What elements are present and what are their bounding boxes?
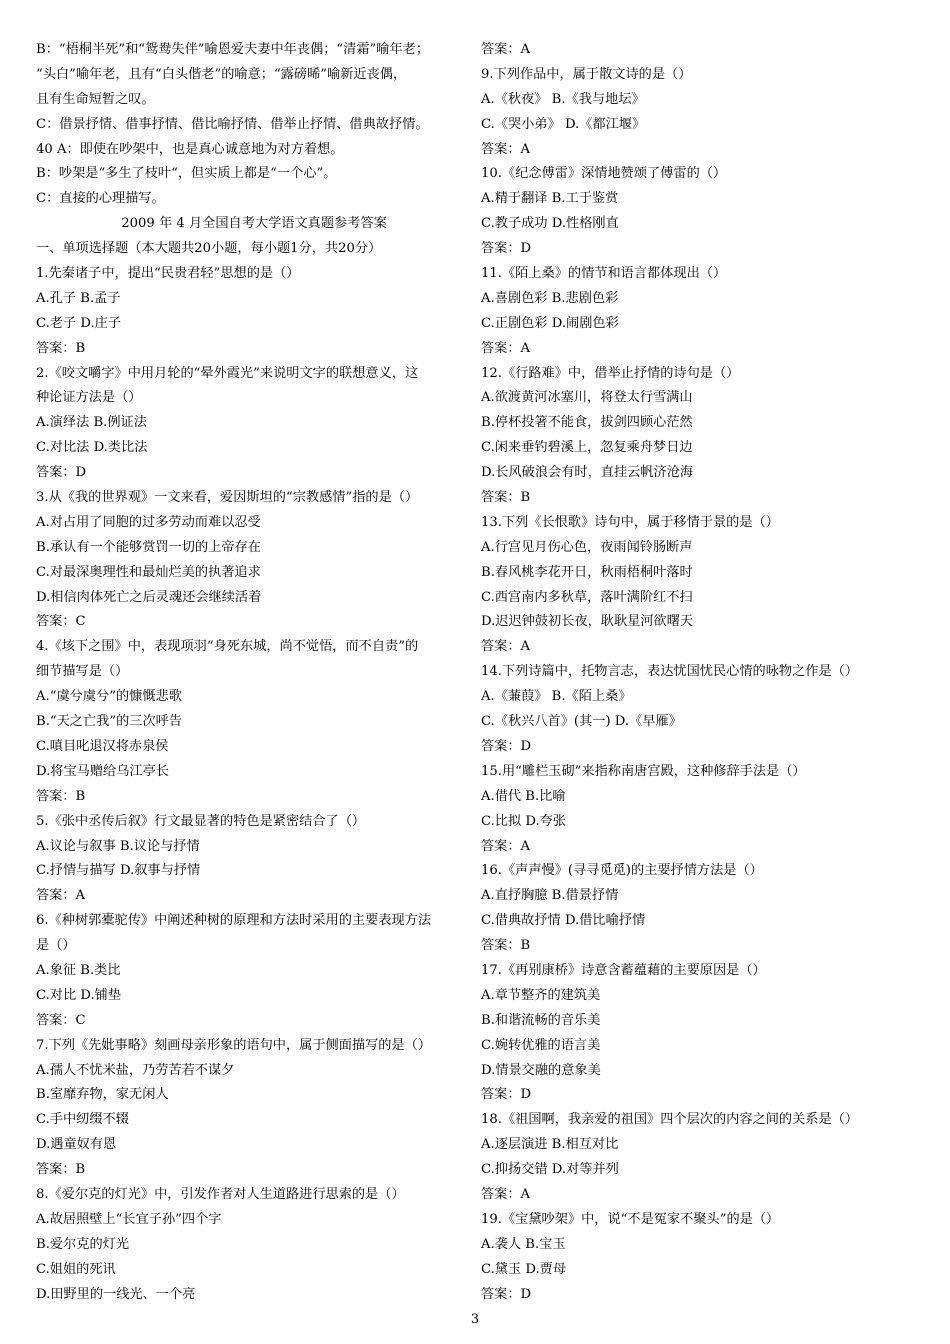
text-line: 9.下列作品中，属于散文诗的是（） (481, 66, 692, 82)
text-line: D.将宝马赠给乌江亭长 (36, 763, 169, 779)
text-line: C.《秋兴八首》(其一) D.《早雁》 (481, 714, 682, 730)
text-line: 12.《行路难》中，借举止抒情的诗句是（） (481, 365, 740, 381)
text-line: A.欲渡黄河冰塞川，将登太行雪满山 (481, 390, 693, 406)
text-line: 19.《宝黛吵架》中，说“不是冤家不聚头”的是（） (481, 1211, 780, 1227)
text-line: 8.《爱尔克的灯光》中，引发作者对人生道路进行思索的是（） (36, 1186, 405, 1202)
section-title: 2009 年 4 月全国自考大学语文真题参考答案 (121, 216, 387, 232)
text-line: 答案：B (481, 938, 531, 954)
text-line: A.章节整齐的建筑美 (481, 987, 601, 1003)
text-line: C.对比 D.铺垫 (36, 987, 122, 1003)
text-line: C.正剧色彩 D.闹剧色彩 (481, 315, 619, 331)
text-line: 答案：B (36, 1162, 86, 1178)
text-line: D.田野里的一线光、一个亮 (36, 1286, 196, 1302)
text-line: 答案：B (481, 490, 531, 506)
text-line: C.比拟 D.夸张 (481, 813, 567, 829)
text-line: C.抑扬交错 D.对等并列 (481, 1162, 619, 1178)
left-text-column (36, 38, 472, 1307)
text-line: A.袭人 B.宝玉 (481, 1236, 566, 1252)
text-line: 答案：A (481, 639, 531, 655)
text-line: 答案：A (36, 888, 86, 904)
text-line: A.孺人不忧米盐，乃劳苦若不谋夕 (36, 1062, 235, 1078)
text-line: A.《蒹葭》 B.《陌上桑》 (481, 689, 632, 705)
text-line: C.对比法 D.类比法 (36, 440, 148, 456)
text-line: A.逐层演进 B.相互对比 (481, 1137, 619, 1153)
text-line: 14.下列诗篇中，托物言志，表达忧国忧民心情的咏物之作是（） (481, 664, 859, 680)
text-line: C：借景抒情、借事抒情、借比喻抒情、借举止抒情、借典故抒情。 (36, 116, 429, 132)
text-line: A.孔子 B.孟子 (36, 290, 121, 306)
text-line: 答案：A (481, 141, 531, 157)
text-line: C.手中纫缀不辍 (36, 1112, 129, 1128)
text-line: 答案：C (36, 614, 86, 630)
text-line: 答案：A (481, 838, 531, 854)
text-line: 15.用“雕栏玉砌”来指称南唐宫殿，这种修辞手法是（） (481, 763, 806, 779)
text-line: A.演绎法 B.例证法 (36, 415, 147, 431)
text-line: 是（） (36, 938, 76, 954)
text-line: 3.从《我的世界观》一文来看，爱因斯坦的“宗教感情”指的是（） (36, 490, 419, 506)
text-line: D.情景交融的意象美 (481, 1062, 601, 1078)
text-line: A.议论与叙事 B.议论与抒情 (36, 838, 200, 854)
text-line: D.迟迟钟鼓初长夜，耿耿星河欲曙天 (481, 614, 694, 630)
text-line: A.精于翻译 B.工于鉴赏 (481, 191, 619, 207)
text-line: 且有生命短暂之叹。 (36, 91, 155, 107)
text-line: A.行宫见月伤心色，夜雨闻铃肠断声 (481, 539, 693, 555)
text-line: 答案：A (481, 42, 531, 57)
text-line: 种论证方法是（） (36, 390, 142, 406)
text-line: 答案：D (481, 738, 532, 754)
text-line: 18.《祖国啊，我亲爱的祖国》四个层次的内容之间的关系是（） (481, 1112, 859, 1128)
text-line: 13.下列《长恨歌》诗句中，属于移情于景的是（） (481, 514, 779, 530)
text-line: C.《哭小弟》 D.《都江堰》 (481, 116, 646, 132)
text-line: D.相信肉体死亡之后灵魂还会继续活着 (36, 589, 262, 605)
text-line: 7.下列《先妣事略》刻画母亲形象的语句中，属于侧面描写的是（） (36, 1037, 432, 1053)
text-line: A.“虞兮虞兮”的慷慨悲歌 (36, 689, 182, 705)
text-line: C.对最深奥理性和最灿烂美的执著追求 (36, 564, 261, 580)
text-line: C.闲来垂钓碧溪上，忽复乘舟梦日边 (481, 440, 693, 456)
text-line: 一、单项选择题（本大题共20小题，每小题1分，共20分） (36, 241, 382, 257)
text-line: 答案：B (36, 340, 86, 356)
text-line: 细节描写是（） (36, 664, 129, 680)
text-line: C.抒情与描写 D.叙事与抒情 (36, 863, 201, 879)
text-line: D.长风破浪会有时，直挂云帆济沧海 (481, 465, 694, 481)
text-line: 答案：A (481, 1186, 531, 1202)
text-line: 答案：C (36, 1012, 86, 1028)
text-line: B.室靡弃物，家无闲人 (36, 1087, 169, 1103)
text-line: 答案：D (481, 241, 532, 257)
text-line: A.故居照壁上“长宜子孙”四个字 (36, 1211, 222, 1227)
text-line: B：吵架是“多生了枝叶“，但实质上都是“一个心”。 (36, 166, 337, 182)
text-line: B.停杯投箸不能食，拔剑四顾心茫然 (481, 415, 693, 431)
text-line: 1.先秦诸子中，提出“民贵君轻”思想的是（） (36, 266, 300, 282)
text-line: 10.《纪念傅雷》深情地赞颂了傅雷的（） (481, 166, 727, 182)
text-line: B.“天之亡我”的三次呼告 (36, 714, 183, 730)
text-line: 答案：B (36, 788, 86, 804)
text-line: B.承认有一个能够赏罚一切的上帝存在 (36, 539, 261, 555)
page-number: 3 (470, 1312, 480, 1327)
text-line: 2.《咬文嚼字》中用月轮的“晕外霞光”来说明文字的联想意义，这 (36, 365, 419, 381)
text-line: A.直抒胸臆 B.借景抒情 (481, 888, 619, 904)
text-line: 答案：A (481, 340, 531, 356)
text-line: A.象征 B.类比 (36, 962, 121, 978)
text-line: 答案：D (481, 1087, 532, 1103)
text-line: A.借代 B.比喻 (481, 788, 566, 804)
text-line: 答案：D (481, 1286, 532, 1302)
text-line: C.姐姐的死讯 (36, 1261, 116, 1277)
text-line: C.嗔目叱退汉将赤泉侯 (36, 738, 169, 754)
text-line: B.春风桃李花开日，秋雨梧桐叶落时 (481, 564, 693, 580)
text-line: C.老子 D.庄子 (36, 315, 122, 331)
text-line: B.爱尔克的灯光 (36, 1236, 130, 1252)
text-line: “头白”喻年老，且有“白头偕老”的喻意；“露磅晞”喻新近丧偶， (36, 66, 407, 82)
text-line: 答案：D (36, 465, 87, 481)
text-line: 40 A：即使在吵架中，也是真心诚意地为对方着想。 (36, 141, 344, 157)
text-line: C.教子成功 D.性格刚直 (481, 216, 619, 232)
text-line: C.借典故抒情 D.借比喻抒情 (481, 913, 646, 929)
text-line: D.遇童奴有恩 (36, 1137, 117, 1153)
text-line: C.黛玉 D.贾母 (481, 1261, 567, 1277)
text-line: 6.《种树郭橐驼传》中阐述种树的原理和方法时采用的主要表现方法 (36, 913, 432, 929)
text-line: 17.《再别康桥》诗意含蓄蕴藉的主要原因是（） (481, 962, 766, 978)
text-line: A.《秋夜》 B.《我与地坛》 (481, 91, 645, 107)
text-line: 4.《垓下之围》中，表现项羽“身死东城，尚不觉悟，而不自责”的 (36, 639, 419, 655)
text-line: A.喜剧色彩 B.悲剧色彩 (481, 290, 619, 306)
text-line: A.对占用了同胞的过多劳动而难以忍受 (36, 514, 261, 530)
text-line: C：直接的心理描写。 (36, 191, 165, 207)
text-line: 11.《陌上桑》的情节和语言都体现出（） (481, 266, 727, 282)
right-text-column (481, 38, 917, 1307)
text-line: 5.《张中丞传后叙》行文最显著的特色是紧密结合了（） (36, 813, 366, 829)
text-line: C.婉转优雅的语言美 (481, 1037, 601, 1053)
text-line: C.西宫南内多秋草，落叶满阶红不扫 (481, 589, 693, 605)
text-line: 16.《声声慢》(寻寻觅觅)的主要抒情方法是（） (481, 863, 763, 879)
text-line: B：“梧桐半死”和“鸳鸯失伴”喻恩爱夫妻中年丧偶；“清霜”喻年老； (36, 42, 430, 57)
text-line: B.和谐流畅的音乐美 (481, 1012, 601, 1028)
